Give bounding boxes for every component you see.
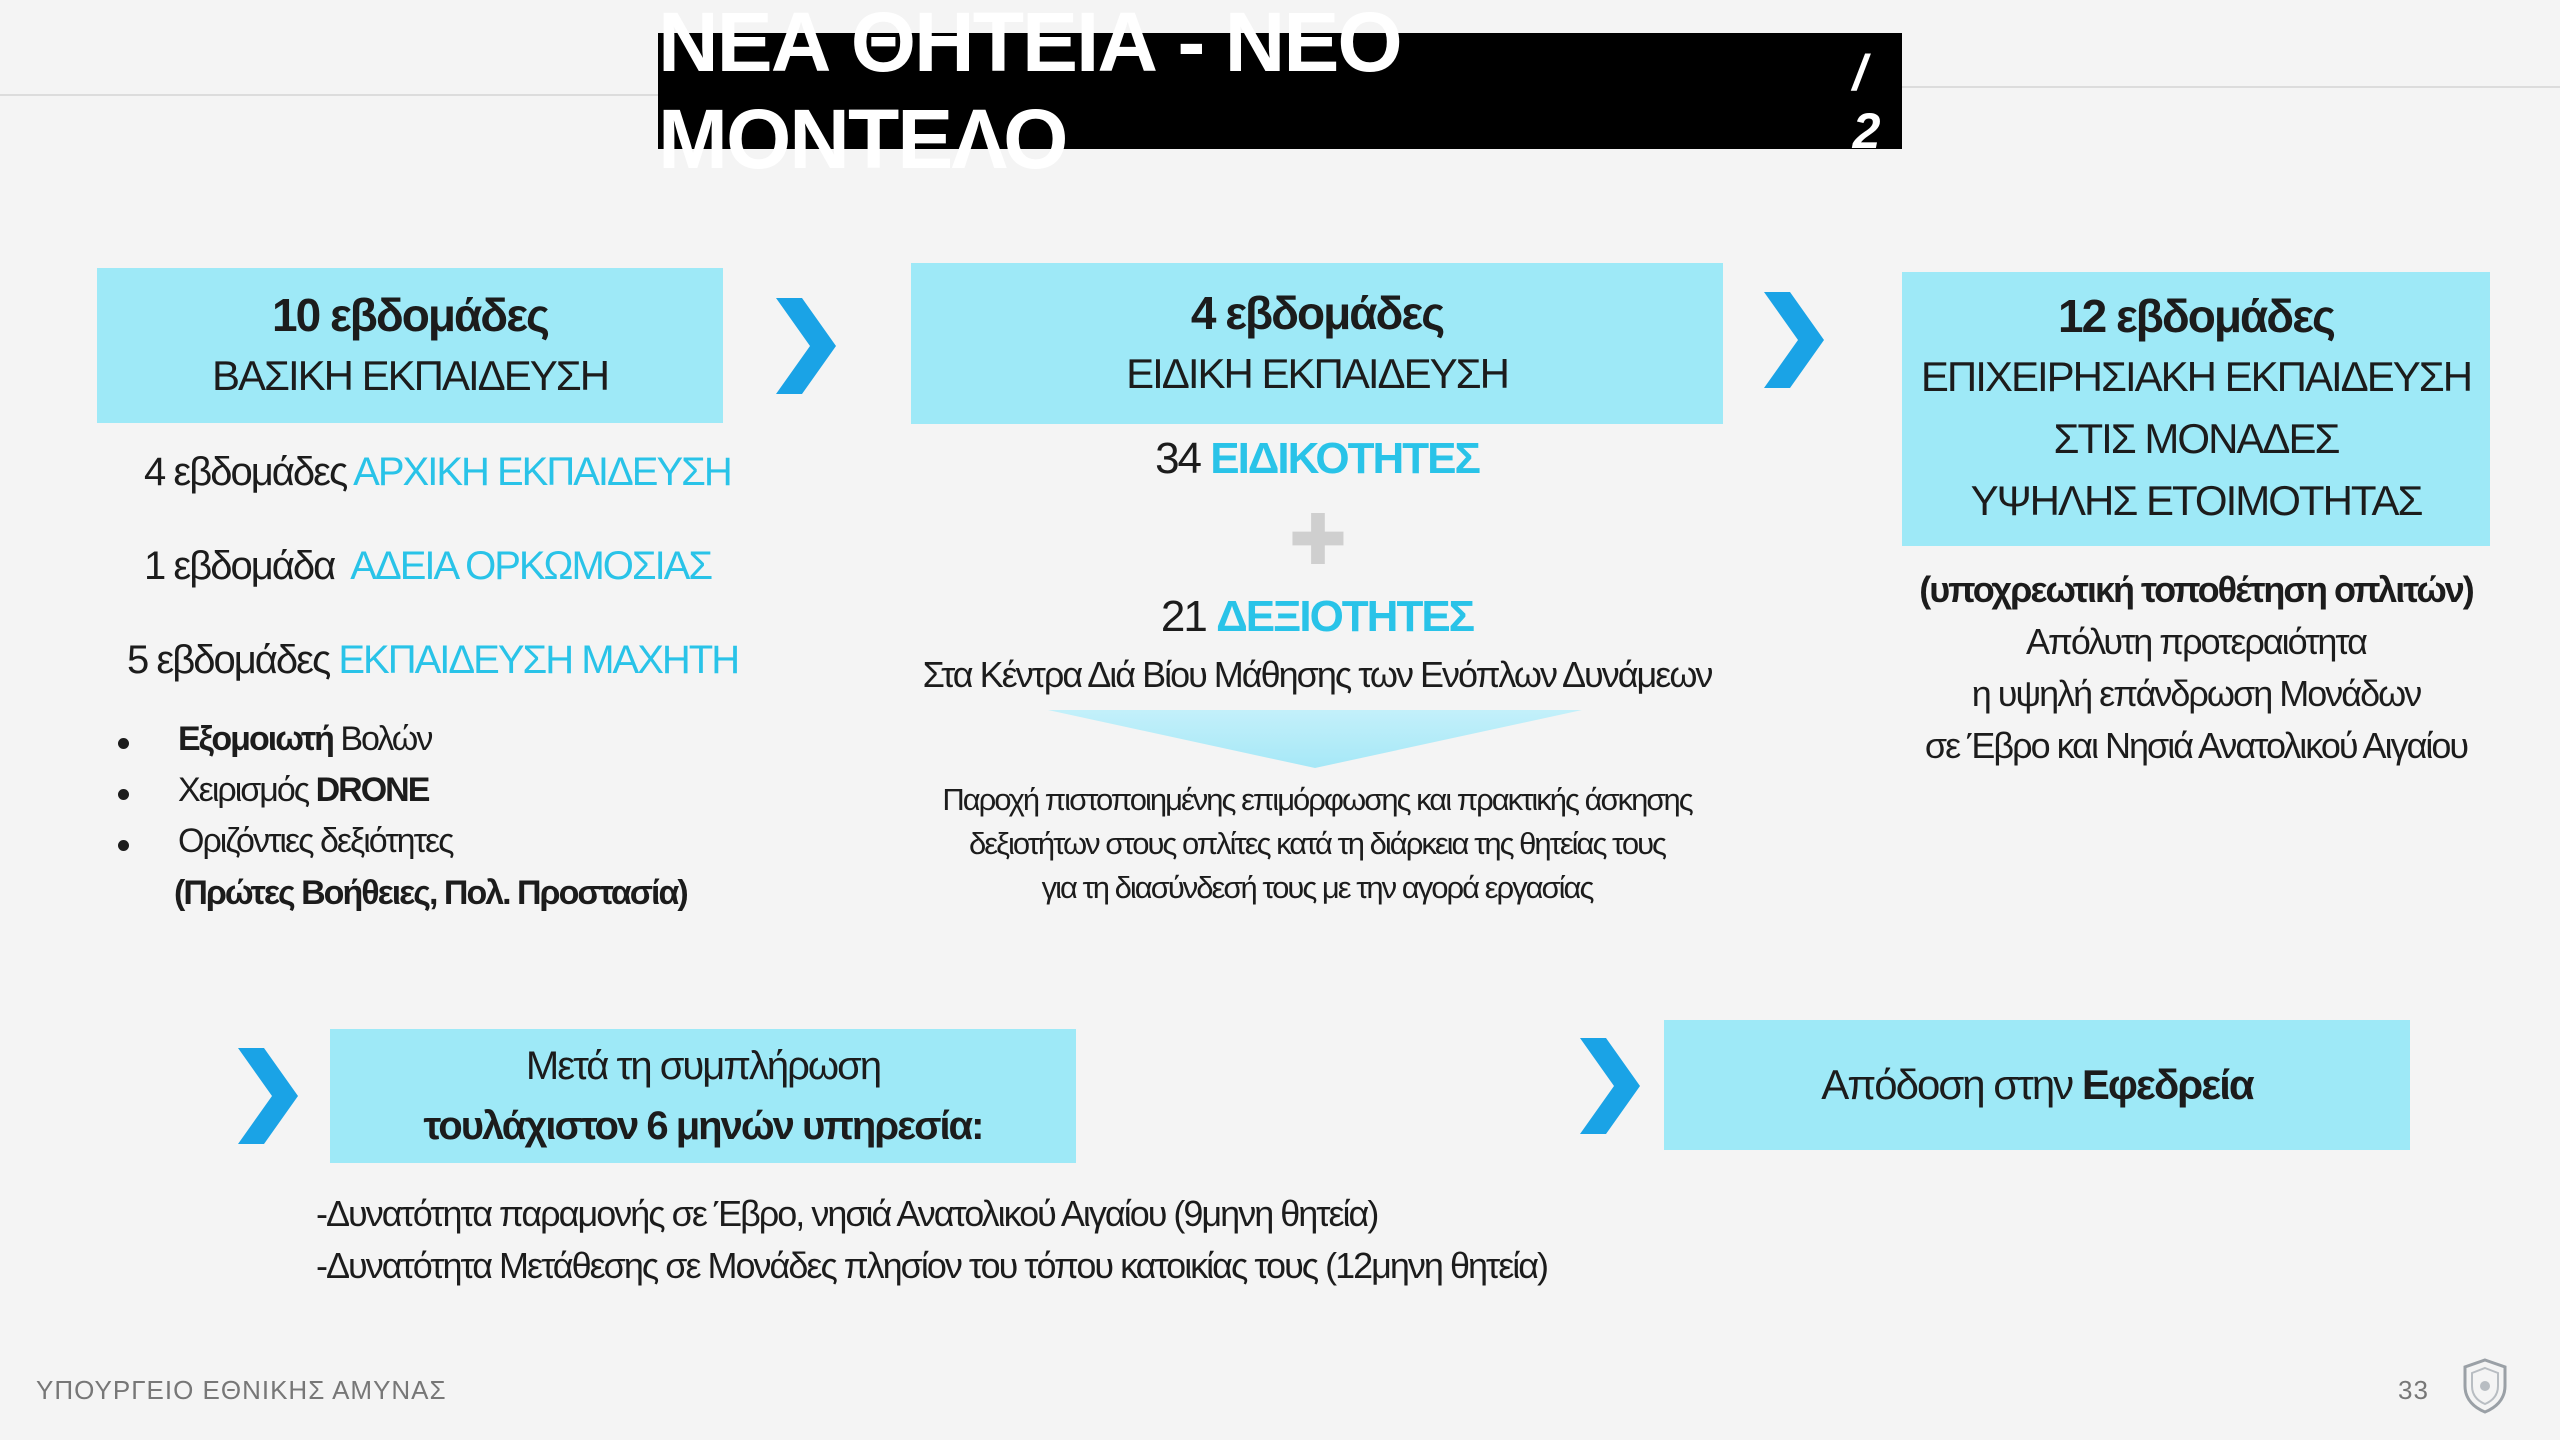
chevron-right-icon [1580, 1038, 1640, 1134]
page-title [658, 0, 1902, 186]
ministry-emblem-icon [2462, 1358, 2508, 1414]
special-weeks: 4 εβδομάδες [1190, 286, 1444, 339]
operational-note: (υποχρεωτική τοποθέτηση οπλιτών) Απόλυτη προτεραιότητα η υψηλή επάνδρωση Μονάδων σε Έβρο και Νησιά Ανατολικού Αιγαίου [1919, 569, 2473, 766]
operational-training-box [1902, 272, 2490, 546]
special-note: Παροχή πιστοποιημένης επιμόρφωσης και πρακτικής άσκησης δεξιοτήτων στους οπλίτες κατά τη διάρκεια της θητείας τους για τη διασύνδεσή τους με την αγορά εργασίας [942, 782, 1692, 905]
bullet-note: (Πρώτες Βοήθειες, Πολ. Προστασία) [174, 874, 687, 912]
title-main: ΝΕΑ ΘΗΤΕΙΑ - ΝΕΟ ΜΟΝΤΕΛΟ [658, 0, 1401, 186]
after-options: -Δυνατότητα παραμονής σε Έβρο, νησιά Ανατολικού Αιγαίου (9μηνη θητεία) -Δυνατότητα Μετάθεσης σε Μονάδες πλησίον του τόπου κατοικίας τους (12μηνη θητεία) [316, 1193, 1548, 1286]
reserve-box [1664, 1020, 2410, 1150]
chevron-right-icon [238, 1048, 298, 1144]
basic-item-2: 1 εβδομάδα ΑΔΕΙΑ ΟΡΚΩΜΟΣΙΑΣ [144, 544, 712, 588]
header-rule-right [1902, 86, 2560, 88]
down-arrow-icon [1048, 710, 1582, 768]
basic-title: ΒΑΣΙΚΗ ΕΚΠΑΙΔΕΥΣΗ [211, 351, 609, 399]
special-training-box [911, 263, 1723, 424]
bullet-simulator: Εξομοιωτή Βολών [178, 720, 432, 758]
header-rule-left [0, 94, 658, 96]
after-six-months-box [330, 1029, 1076, 1163]
training-centers-text: Στα Κέντρα Διά Βίου Μάθησης των Ενόπλων Δυνάμεων [922, 654, 1712, 695]
special-title: ΕΙΔΙΚΗ ΕΚΠΑΙΔΕΥΣΗ [1126, 349, 1508, 397]
bullet-drone: Χειρισμός DRONE [178, 771, 429, 809]
operational-weeks: 12 εβδομάδες [2058, 290, 2334, 342]
page-number: 33 [2398, 1375, 2429, 1405]
reserve-bold: Εφεδρεία [2081, 1061, 2253, 1108]
bullet-dot-1 [118, 738, 129, 749]
plus-icon: ✚ [1288, 501, 1346, 579]
skills-count: 21 ΔΕΞΙΟΤΗΤΕΣ [1160, 592, 1474, 641]
reserve-text: Απόδοση στην [1821, 1061, 2082, 1108]
after-line-2: τουλάχιστον 6 μηνών υπηρεσία: [423, 1104, 983, 1148]
basic-item-1: 4 εβδομάδες ΑΡΧΙΚΗ ΕΚΠΑΙΔΕΥΣΗ [144, 450, 731, 494]
basic-item-3: 5 εβδομάδες ΕΚΠΑΙΔΕΥΣΗ ΜΑΧΗΤΗ [127, 638, 739, 682]
after-line-1: Μετά τη συμπλήρωση [525, 1044, 881, 1088]
operational-line-1: ΕΠΙΧΕΙΡΗΣΙΑΚΗ ΕΚΠΑΙΔΕΥΣΗ [1920, 353, 2472, 400]
specialties-count: 34 ΕΙΔΙΚΟΤΗΤΕΣ [1155, 434, 1479, 483]
bullet-dot-2 [118, 789, 129, 800]
basic-weeks: 10 εβδομάδες [272, 288, 548, 341]
chevron-right-icon [1764, 292, 1824, 388]
operational-line-2: ΣΤΙΣ ΜΟΝΑΔΕΣ [2053, 415, 2339, 462]
title-number: / 2 [1852, 45, 1879, 159]
footer-ministry: ΥΠΟΥΡΓΕΙΟ ΕΘΝΙΚΗΣ ΑΜΥΝΑΣ [36, 1375, 447, 1405]
bullet-horizontal-skills: Οριζόντιες δεξιότητες [178, 822, 453, 860]
chevron-right-icon [776, 298, 836, 394]
bullet-dot-3 [118, 840, 129, 851]
basic-training-box [97, 268, 723, 423]
operational-line-3: ΥΨΗΛΗΣ ΕΤΟΙΜΟΤΗΤΑΣ [1970, 477, 2422, 524]
